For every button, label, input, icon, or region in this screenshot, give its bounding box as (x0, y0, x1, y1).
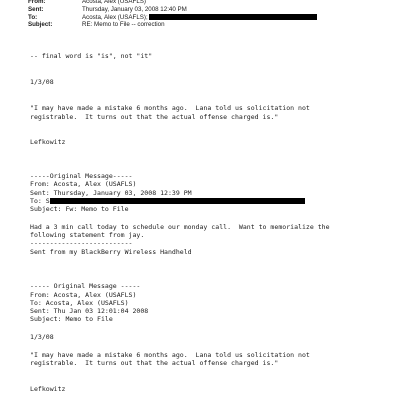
original-message-divider-1: -----Original Message----- (30, 172, 133, 180)
to-value: Acosta, Alex (USAFLS); (82, 13, 150, 21)
from-value: Acosta, Alex (USAFLS) (82, 0, 146, 5)
sent-label: Sent: (28, 5, 44, 13)
orig2-signature: Lefkowitz (30, 385, 66, 393)
orig1-to: To: (30, 197, 46, 205)
redaction-bar (50, 198, 305, 204)
reply-quote-line-1: "I may have made a mistake 6 months ago. Lana told us solicitation not (30, 104, 310, 112)
subject-value: RE: Memo to File -- correction (82, 21, 165, 29)
orig2-subject: Subject: Memo to File (30, 315, 113, 323)
sent-value: Thursday, January 03, 2008 12:40 PM (82, 5, 187, 13)
subject-label: Subject: (28, 21, 53, 29)
to-value-wrap (82, 14, 317, 22)
orig2-to: To: Acosta, Alex (USAFLS) (30, 299, 129, 307)
orig2-sent: Sent: Thu Jan 03 12:01:04 2008 (30, 307, 149, 315)
to-label: To: (28, 13, 38, 21)
orig1-footer: Sent from my BlackBerry Wireless Handheld (30, 248, 192, 256)
orig2-quote-line-1: "I may have made a mistake 6 months ago. Lana told us solicitation not (30, 351, 310, 359)
orig1-from: From: Acosta, Alex (USAFLS) (30, 180, 137, 188)
redaction-bar (149, 14, 317, 20)
from-label: From: (28, 0, 46, 5)
reply-signature: Lefkowitz (30, 138, 66, 146)
orig1-sent: Sent: Thursday, January 03, 2008 12:39 PM (30, 189, 192, 197)
orig2-from: From: Acosta, Alex (USAFLS) (30, 291, 137, 299)
orig1-body-line-1: Had a 3 min call today to schedule our monday call. Want to memorialize the (30, 223, 330, 231)
original-message-divider-2: ----- Original Message ----- (30, 282, 141, 290)
orig1-subject: Subject: Fw: Memo to File (30, 205, 129, 213)
orig2-quote-line-2: registrable. It turns out that the actual offense charged is." (30, 359, 279, 367)
orig1-to-prefix: S (45, 197, 50, 205)
reply-quote-line-2: registrable. It turns out that the actual offense charged is." (30, 113, 279, 121)
reply-date: 1/3/08 (30, 78, 54, 86)
correction-line: -- final word is "is", not "it" (30, 52, 153, 60)
orig1-separator: -------------------------- (30, 239, 133, 247)
orig2-date: 1/3/08 (30, 333, 54, 341)
orig1-body-line-2: following statement from jay. (30, 231, 145, 239)
